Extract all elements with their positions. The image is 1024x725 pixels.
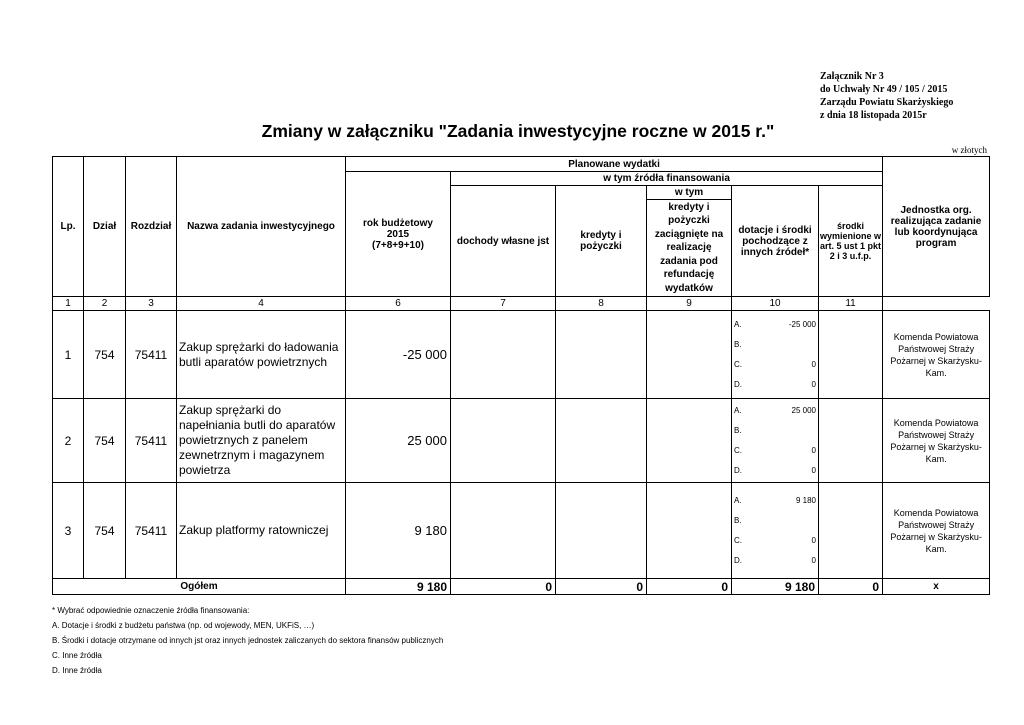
annex-line-2: do Uchwały Nr 49 / 105 / 2015 [820, 84, 948, 95]
row-lp: 3 [53, 483, 84, 579]
header-planned-expenses: Planowane wydatki [346, 157, 883, 172]
source-code: C. [734, 446, 742, 455]
annex-line-4: z dnia 18 listopada 2015r [820, 110, 927, 121]
row-lp: 2 [53, 399, 84, 483]
column-number: 4 [177, 297, 346, 311]
row-credits-refund [647, 399, 732, 483]
source-code: B. [734, 340, 742, 349]
header-lp: Lp. [53, 157, 84, 297]
header-financing-sources: w tym źródła finansowania [451, 172, 883, 186]
source-value: 0 [811, 556, 816, 565]
source-value: 0 [811, 536, 816, 545]
total-credits-refund: 0 [647, 579, 732, 595]
row-own-income [451, 311, 556, 399]
footnote: C. Inne źródła [52, 651, 102, 660]
row-amount: -25 000 [346, 311, 451, 399]
total-label: Ogółem [53, 579, 346, 595]
annex-line-3: Zarządu Powiatu Skarżyskiego [820, 97, 954, 108]
annex-header [820, 70, 953, 122]
header-credits-refund: kredyty i pożyczki zaciągnięte na realizację zadania pod refundację wydatków [647, 200, 732, 297]
row-dzial: 754 [84, 311, 126, 399]
source-value: 9 180 [795, 496, 816, 505]
row-unit: Komenda Powiatowa Państwowej Straży Pożarnej w Skarżysku-Kam. [883, 399, 990, 483]
footnote: * Wybrać odpowiednie oznaczenie źródła finansowania: [52, 606, 250, 615]
source-value: 0 [811, 446, 816, 455]
header-art5-funds: środki wymienione w art. 5 ust 1 pkt 2 i 3 u.f.p. [819, 186, 883, 297]
row-art5 [819, 311, 883, 399]
row-unit: Komenda Powiatowa Państwowej Straży Pożarnej w Skarżysku-Kam. [883, 483, 990, 579]
source-code: A. [734, 320, 742, 329]
row-funding-sources [732, 311, 819, 399]
table-row [53, 483, 990, 579]
row-rozdzial: 75411 [126, 311, 177, 399]
source-value: 25 000 [791, 406, 816, 415]
row-funding-sources [732, 483, 819, 579]
row-rozdzial: 75411 [126, 399, 177, 483]
footnote: B. Środki i dotacje otrzymane od innych jst oraz innych jednostek zaliczanych do sektora finansów publicznych [52, 636, 444, 645]
table-row [53, 399, 990, 483]
row-credits-refund [647, 311, 732, 399]
source-value: 0 [811, 380, 816, 389]
source-code: A. [734, 406, 742, 415]
column-number: 8 [556, 297, 647, 311]
annex-line-1: Załącznik Nr 3 [820, 71, 884, 82]
total-art5: 0 [819, 579, 883, 595]
row-credits [556, 311, 647, 399]
total-unit: x [883, 579, 990, 595]
column-number: 2 [84, 297, 126, 311]
source-code: D. [734, 466, 742, 475]
row-own-income [451, 399, 556, 483]
source-code: A. [734, 496, 742, 505]
header-of-which: w tym [647, 186, 732, 200]
source-code: B. [734, 516, 742, 525]
source-value: -25 000 [788, 320, 816, 329]
footnote: A. Dotacje i środki z budżetu państwa (np. od wojewody, MEN, UKFiS, …) [52, 621, 315, 630]
header-unit: Jednostka org. realizująca zadanie lub koordynująca program [883, 157, 990, 297]
source-code: D. [734, 556, 742, 565]
row-funding-sources [732, 399, 819, 483]
row-credits [556, 483, 647, 579]
row-credits-refund [647, 483, 732, 579]
source-code: C. [734, 360, 742, 369]
row-amount: 25 000 [346, 399, 451, 483]
total-amount: 9 180 [346, 579, 451, 595]
header-budget-year: rok budżetowy 2015 (7+8+9+10) [346, 172, 451, 297]
currency-unit-note: w złotych [951, 145, 987, 155]
header-task-name: Nazwa zadania inwestycyjnego [177, 157, 346, 297]
row-task-name: Zakup platformy ratowniczej [177, 483, 346, 579]
column-number: 10 [732, 297, 819, 311]
source-value [756, 335, 818, 355]
row-unit: Komenda Powiatowa Państwowej Straży Pożarnej w Skarżysku-Kam. [883, 311, 990, 399]
table-row [53, 311, 990, 399]
header-dzial: Dział [84, 157, 126, 297]
column-number: 11 [819, 297, 883, 311]
source-code: B. [734, 426, 742, 435]
row-task-name: Zakup sprężarki do napełniania butli do aparatów powietrznych z panelem zewnetrznym i magazynem powietrza [177, 399, 346, 483]
row-dzial: 754 [84, 483, 126, 579]
source-value: 0 [811, 360, 816, 369]
header-credits: kredyty i pożyczki [556, 186, 647, 297]
source-value [758, 421, 819, 441]
total-grants: 9 180 [732, 579, 819, 595]
column-number: 6 [346, 297, 451, 311]
header-own-income: dochody własne jst [451, 186, 556, 297]
total-own-income: 0 [451, 579, 556, 595]
footnote: D. Inne źródła [52, 666, 102, 675]
total-credits: 0 [556, 579, 647, 595]
header-rozdzial: Rozdział [126, 157, 177, 297]
row-own-income [451, 483, 556, 579]
column-number: 3 [126, 297, 177, 311]
total-row [53, 579, 990, 595]
investment-tasks-table [52, 156, 990, 595]
column-number: 9 [647, 297, 732, 311]
source-value [761, 511, 818, 531]
column-numbers-row [53, 297, 990, 311]
row-rozdzial: 75411 [126, 483, 177, 579]
footnotes [52, 603, 443, 678]
source-value: 0 [811, 466, 816, 475]
row-art5 [819, 399, 883, 483]
row-dzial: 754 [84, 399, 126, 483]
page-title: Zmiany w załączniku "Zadania inwestycyjne roczne w 2015 r." [261, 121, 775, 141]
column-number: 7 [451, 297, 556, 311]
column-number: 1 [53, 297, 84, 311]
row-art5 [819, 483, 883, 579]
row-amount: 9 180 [346, 483, 451, 579]
row-lp: 1 [53, 311, 84, 399]
source-code: C. [734, 536, 742, 545]
row-task-name: Zakup sprężarki do ładowania butli aparatów powietrznych [177, 311, 346, 399]
source-code: D. [734, 380, 742, 389]
row-credits [556, 399, 647, 483]
header-grants: dotacje i środki pochodzące z innych źródeł* [732, 186, 819, 297]
